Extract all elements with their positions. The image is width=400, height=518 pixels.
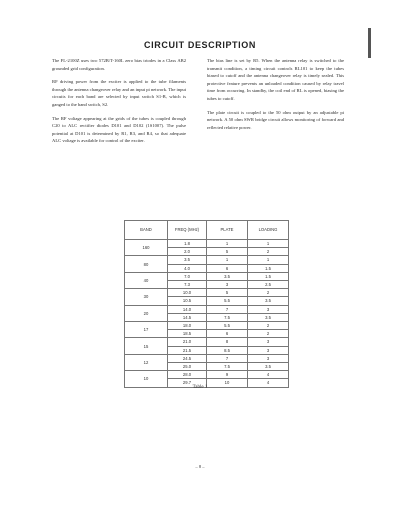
cell-plate: 5.5: [207, 297, 248, 305]
cell-plate: 8.5: [207, 346, 248, 354]
cell-loading: 1: [248, 256, 289, 264]
cell-plate: 1: [207, 240, 248, 248]
cell-plate: 3: [207, 281, 248, 289]
cell-freq: 21.0: [168, 338, 207, 346]
cell-freq: 18.5: [168, 330, 207, 338]
paragraph: The bias line is set by R5. When the antenna relay is switched to the transmit condition, a timing circuit controls RL101 to keep the tubes biased to cutoff and the antenna changeover relay is timely sealed. This protective feature prevents an unloaded condition caused by relay travel time from occurring. In standby, the coil end of RL is opened, biasing the tubes to cutoff.: [207, 58, 344, 101]
cell-freq: 14.0: [168, 305, 207, 313]
cell-plate: 3.5: [207, 272, 248, 280]
header-loading: LOADING: [248, 221, 289, 240]
cell-freq: 18.0: [168, 322, 207, 330]
cell-loading: 2.5: [248, 281, 289, 289]
cell-freq: 10.0: [168, 289, 207, 297]
cell-loading: 2: [248, 248, 289, 256]
cell-loading: 2: [248, 322, 289, 330]
band-settings-table: [124, 220, 289, 388]
table-header-row: [125, 221, 289, 240]
cell-freq: 4.0: [168, 264, 207, 272]
table-row: [125, 305, 289, 313]
cell-freq: 1.8: [168, 240, 207, 248]
cell-plate: 7: [207, 305, 248, 313]
cell-loading: 4: [248, 379, 289, 387]
cell-freq: 28.0: [168, 371, 207, 379]
page-title: CIRCUIT DESCRIPTION: [144, 40, 256, 50]
header-freq: FREQ (MHz): [168, 221, 207, 240]
paragraph: The FL-2100Z uses two 572B/T-160L zero bias triodes in a Class AB2 grounded grid configuration.: [52, 58, 186, 71]
cell-loading: 3.5: [248, 297, 289, 305]
table-row: [125, 240, 289, 248]
cell-freq: 21.5: [168, 346, 207, 354]
cell-loading: 1: [248, 240, 289, 248]
cell-plate: 8: [207, 338, 248, 346]
cell-loading: 3: [248, 354, 289, 362]
cell-plate: 5: [207, 289, 248, 297]
page-number: – 8 –: [195, 464, 205, 469]
cell-plate: 7: [207, 354, 248, 362]
cell-plate: 6: [207, 330, 248, 338]
cell-plate: 1: [207, 256, 248, 264]
cell-band: 30: [125, 289, 168, 305]
cell-plate: 6: [207, 264, 248, 272]
table-row: [125, 338, 289, 346]
cell-freq: 2.0: [168, 248, 207, 256]
cell-plate: 9: [207, 371, 248, 379]
cell-plate: 5.5: [207, 322, 248, 330]
cell-freq: 25.0: [168, 363, 207, 371]
cell-plate: 10: [207, 379, 248, 387]
table-body: [125, 240, 289, 388]
cell-loading: 3: [248, 346, 289, 354]
cell-loading: 2: [248, 330, 289, 338]
paragraph: The RF voltage appearing at the grids of the tubes is coupled through C20 to ALC rectifier diodes D101 and D102 (1S1007). The pulse potential at D101 is determined by R1, R3, and R4, so that adequate ALC voltage is available for control of the exciter.: [52, 115, 186, 144]
cell-freq: 7.3: [168, 281, 207, 289]
cell-band: 17: [125, 322, 168, 338]
cell-band: 12: [125, 354, 168, 370]
cell-plate: 5: [207, 248, 248, 256]
cell-freq: 3.5: [168, 256, 207, 264]
cell-plate: 7.5: [207, 313, 248, 321]
cell-band: 10: [125, 371, 168, 387]
cell-loading: 2: [248, 289, 289, 297]
header-plate: PLATE: [207, 221, 248, 240]
table-row: [125, 256, 289, 264]
cell-loading: 1.5: [248, 264, 289, 272]
paragraph: RF driving power from the exciter is applied to the tube filaments through the antenna changeover relay and an input pi network. The input circuits for each band are selected by input switch S1-B, which is ganged to the band switch, S2.: [52, 79, 186, 107]
cell-loading: 3: [248, 338, 289, 346]
cell-freq: 7.0: [168, 272, 207, 280]
table-caption: Table 1: [192, 385, 208, 390]
cell-loading: 3: [248, 305, 289, 313]
table-row: [125, 272, 289, 280]
cell-loading: 3.5: [248, 363, 289, 371]
table-row: [125, 354, 289, 362]
cell-plate: 7.5: [207, 363, 248, 371]
cell-loading: 1.5: [248, 272, 289, 280]
cell-loading: 3.5: [248, 313, 289, 321]
right-text-column: [207, 57, 344, 137]
table-row: [125, 289, 289, 297]
paragraph: The plate circuit is coupled to the 50 ohm output by an adjustable pi network. A 50 ohm SWR bridge circuit allows monitoring of forward and reflected relative power.: [207, 109, 344, 130]
cell-band: 80: [125, 256, 168, 272]
cell-band: 160: [125, 240, 168, 256]
cell-band: 40: [125, 272, 168, 288]
cell-band: 20: [125, 305, 168, 321]
cell-loading: 4: [248, 371, 289, 379]
cell-freq: 29.7: [168, 379, 207, 387]
left-text-column: [52, 57, 186, 151]
cell-freq: 10.5: [168, 297, 207, 305]
cell-freq: 24.5: [168, 354, 207, 362]
table-row: [125, 322, 289, 330]
cell-freq: 14.5: [168, 313, 207, 321]
header-band: BAND: [125, 221, 168, 240]
cell-band: 15: [125, 338, 168, 354]
table-row: [125, 371, 289, 379]
